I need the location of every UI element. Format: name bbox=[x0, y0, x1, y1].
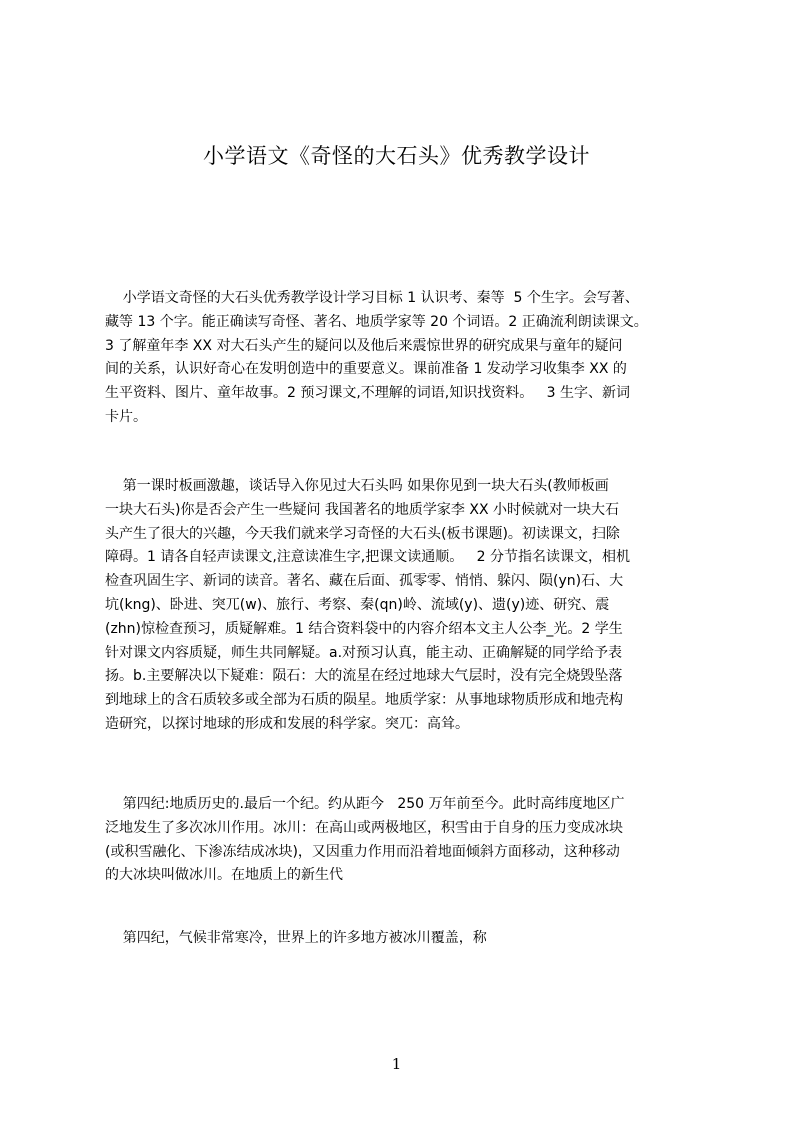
text-line: 到地球上的含石质较多或全部为石质的陨星。地质学家：从事地球物质形成和地壳构 bbox=[105, 692, 623, 709]
text-line: 3 了解童年李 XX 对大石头产生的疑问以及他后来震惊世界的研究成果与童年的疑问 bbox=[105, 337, 623, 354]
text-line: 藏等 13 个字。能正确读写奇怪、著名、地质学家等 20 个词语。2 正确流利朗读课文。 bbox=[105, 313, 648, 330]
text-line: 第四纪:地质历史的.最后一个纪。约从距今 250 万年前至今。此时高纬度地区广 bbox=[105, 796, 625, 812]
text-line: 的大冰块叫做冰川。在地质上的新生代 bbox=[105, 867, 343, 884]
paragraph-quaternary bbox=[105, 793, 705, 888]
paragraph-first-lesson bbox=[105, 475, 705, 737]
text-line: 小学语文奇怪的大石头优秀教学设计学习目标 1 认识考、秦等 5 个生字。会写著、 bbox=[105, 290, 639, 306]
text-line: (或积雪融化、下渗冻结成冰块)，又因重力作用而沿着地面倾斜方面移动，这种移动 bbox=[105, 843, 620, 860]
text-line: 扬。b.主要解决以下疑难：陨石：大的流星在经过地球大气层时，没有完全烧毁坠落 bbox=[105, 668, 623, 685]
text-line: 坑(kng)、卧进、突兀(w)、旅行、考察、秦(qn)岭、流域(y)、遗(y)迹、研究、震 bbox=[105, 596, 610, 613]
page-title: 小学语文《奇怪的大石头》优秀教学设计 bbox=[203, 144, 590, 168]
text-line: 第一课时板画激趣，谈话导入你见过大石头吗 如果你见到一块大石头(教师板画 bbox=[105, 478, 609, 494]
paragraph-quaternary-climate bbox=[105, 927, 705, 951]
page-number: 1 bbox=[391, 1055, 402, 1073]
text-line: 生平资料、图片、童年故事。2 预习课文,不理解的词语,知识找资料。 3 生字、新词 bbox=[105, 385, 630, 402]
text-line: 检查巩固生字、新词的读音。著名、藏在后面、孤零零、悄悄、躲闪、陨(yn)石、大 bbox=[105, 573, 624, 590]
text-line: 泛地发生了多次冰川作用。冰川：在高山或两极地区，积雪由于自身的压力变成冰块 bbox=[105, 819, 623, 836]
text-line: 第四纪，气候非常寒冷，世界上的许多地方被冰川覆盖，称 bbox=[105, 930, 487, 946]
text-line: 卡片。 bbox=[105, 408, 147, 425]
text-line: 造研究，以探讨地球的形成和发展的科学家。突兀：高耸。 bbox=[105, 715, 469, 732]
paragraph-learning-goals bbox=[105, 287, 705, 430]
text-line: 针对课文内容质疑，师生共同解疑。a.对预习认真，能主动、正确解疑的同学给予表 bbox=[105, 644, 623, 661]
text-line: 间的关系，认识好奇心在发明创造中的重要意义。课前准备 1 发动学习收集李 XX 的 bbox=[105, 361, 627, 378]
text-line: 一块大石头)你是否会产生一些疑问 我国著名的地质学家李 XX 小时候就对一块大石 bbox=[105, 501, 619, 518]
text-line: 头产生了很大的兴趣，今天我们就来学习奇怪的大石头(板书课题)。初读课文，扫除 bbox=[105, 525, 620, 542]
text-line: 障碍。1 请各自轻声读课文,注意读准生字,把课文读通顺。 2 分节指名读课文，相机 bbox=[105, 549, 630, 566]
text-line: (zhn)惊检查预习，质疑解难。1 结合资料袋中的内容介绍本文主人公李_光。2 学生 bbox=[105, 620, 623, 637]
